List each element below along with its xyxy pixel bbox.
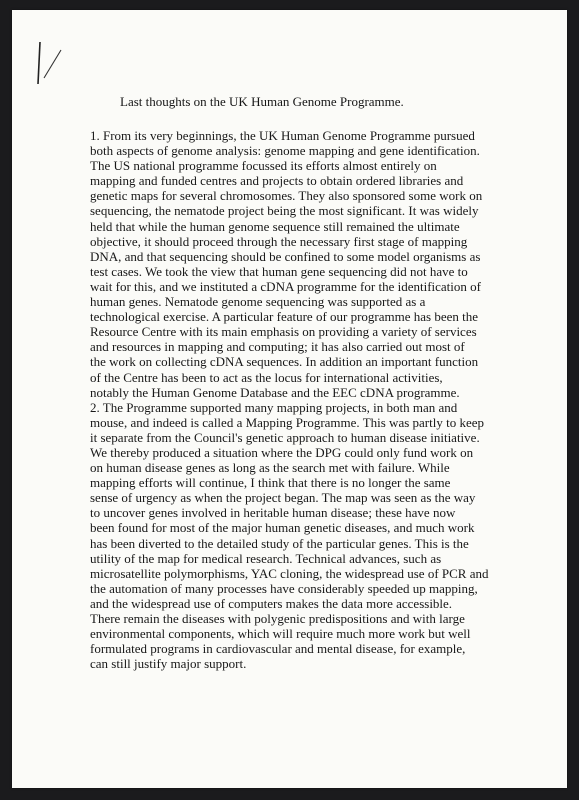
text-line: DNA, and that sequencing should be confined to some model organisms as bbox=[90, 248, 481, 264]
pen-mark-annotation bbox=[34, 38, 64, 88]
document-body bbox=[90, 128, 530, 671]
document-title: Last thoughts on the UK Human Genome Programme. bbox=[120, 94, 404, 109]
document-page bbox=[12, 10, 567, 788]
text-line: Resource Centre with its main emphasis on providing a variety of services bbox=[90, 324, 477, 340]
text-line: on human disease genes as long as the search met with failure. While bbox=[90, 460, 450, 476]
text-line: mouse, and indeed is called a Mapping Programme. This was partly to keep bbox=[90, 414, 484, 430]
text-line: both aspects of genome analysis: genome mapping and gene identification. bbox=[90, 143, 480, 159]
text-line: The US national programme focussed its efforts almost entirely on bbox=[90, 158, 437, 174]
text-line: microsatellite polymorphisms, YAC cloning, the widespread use of PCR and bbox=[90, 565, 489, 581]
text-line: can still justify major support. bbox=[90, 656, 247, 672]
text-line: the work on collecting cDNA sequences. In addition an important function bbox=[90, 354, 479, 370]
text-line: and resources in mapping and computing; it has also carried out most of bbox=[90, 339, 465, 355]
text-line: utility of the map for medical research. Technical advances, such as bbox=[90, 550, 442, 566]
text-line: and the widespread use of computers makes the data more accessible. bbox=[90, 595, 453, 611]
text-line: to uncover genes involved in heritable human disease; these have now bbox=[90, 505, 456, 521]
text-line: held that while the human genome sequence still remained the ultimate bbox=[90, 218, 460, 234]
text-line: wait for this, and we instituted a cDNA programme for the identification of bbox=[90, 278, 481, 294]
text-line: human genes. Nematode genome sequencing was supported as a bbox=[90, 294, 426, 310]
text-line: of the Centre has been to act as the locus for international activities, bbox=[90, 369, 443, 385]
text-line: formulated programs in cardiovascular and mental disease, for example, bbox=[90, 641, 466, 657]
text-line: the automation of many processes have considerably speeded up mapping, bbox=[90, 580, 478, 596]
text-line: genetic maps for several chromosomes. They also sponsored some work on bbox=[90, 188, 483, 204]
text-line: sequencing, the nematode project being the most significant. It was widely bbox=[90, 203, 479, 219]
text-line: has been diverted to the detailed study of the particular genes. This is the bbox=[90, 535, 469, 551]
text-line: There remain the diseases with polygenic predispositions and with large bbox=[90, 611, 465, 626]
text-line: 2. The Programme supported many mapping projects, in both man and bbox=[90, 399, 458, 415]
text-line: 1. From its very beginnings, the UK Human Genome Programme pursued bbox=[90, 128, 475, 143]
text-line: objective, it should proceed through the necessary first stage of mapping bbox=[90, 233, 468, 249]
text-line: We thereby produced a situation where the DPG could only fund work on bbox=[90, 444, 474, 460]
text-line: mapping efforts will continue, I think that there is no longer the same bbox=[90, 475, 451, 491]
text-line: environmental components, which will require much more work but well bbox=[90, 626, 471, 642]
text-line: notably the Human Genome Database and the EEC cDNA programme. bbox=[90, 384, 460, 400]
text-line: test cases. We took the view that human gene sequencing did not have to bbox=[90, 263, 468, 279]
text-line: mapping and funded centres and projects to obtain ordered libraries and bbox=[90, 173, 464, 189]
text-line: sense of urgency as when the project began. The map was seen as the way bbox=[90, 490, 476, 506]
text-line: it separate from the Council's genetic approach to human disease initiative. bbox=[90, 429, 480, 445]
text-line: technological exercise. A particular feature of our programme has been the bbox=[90, 309, 479, 325]
text-line: been found for most of the major human genetic diseases, and much work bbox=[90, 520, 475, 536]
